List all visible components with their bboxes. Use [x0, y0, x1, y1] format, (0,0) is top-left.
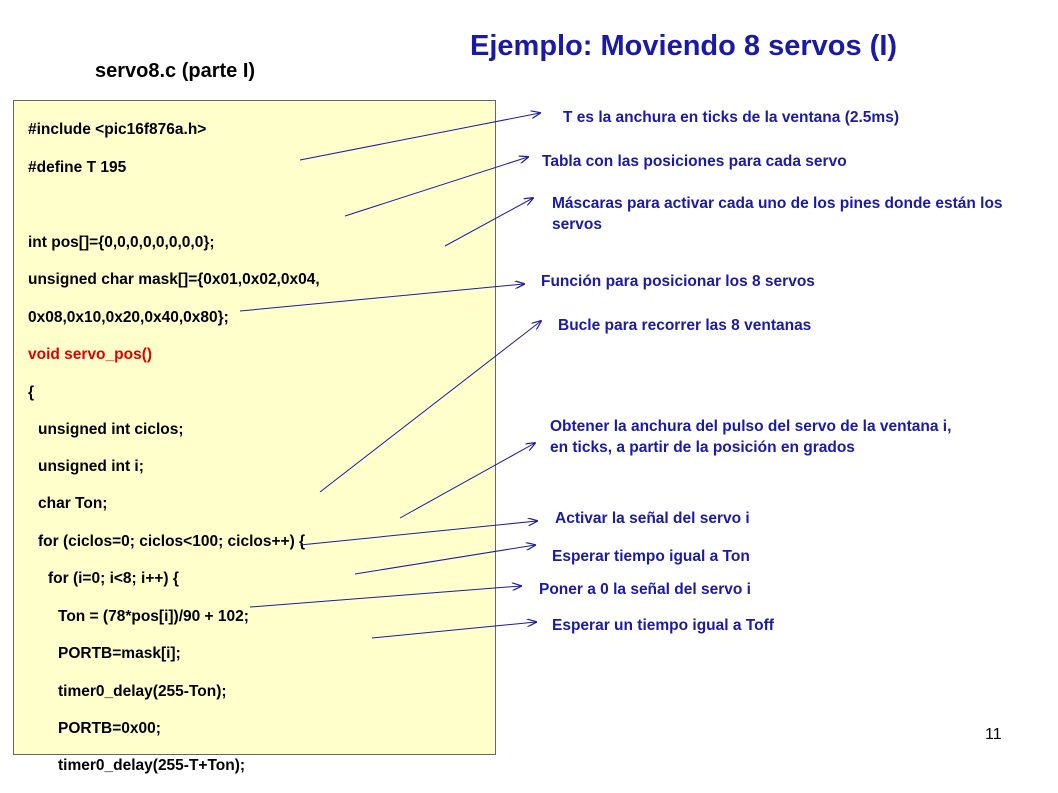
note-window-width: T es la anchura en ticks de la ventana (2.5ms): [563, 109, 899, 126]
arrow-line: [355, 545, 535, 574]
code-line: 0x08,0x10,0x20,0x40,0x80};: [28, 309, 229, 326]
note-pulse-width: Obtener la anchura del pulso del servo de la ventana i, en ticks, a partir de la posición en grados: [550, 418, 952, 456]
code-line: int pos[]={0,0,0,0,0,0,0,0};: [28, 234, 215, 251]
note-window-loop: Bucle para recorrer las 8 ventanas: [558, 317, 812, 334]
note-masks: Máscaras para activar cada uno de los pines donde están los servos: [552, 195, 1003, 233]
code-line-function: void servo_pos(): [28, 346, 153, 363]
note-activate-signal: Activar la señal del servo i: [555, 510, 750, 527]
code-line: {: [28, 384, 35, 401]
note-position-function: Función para posicionar los 8 servos: [541, 273, 815, 290]
code-line: unsigned int i;: [38, 458, 144, 475]
note-wait-ton: Esperar tiempo igual a Ton: [552, 548, 750, 565]
note-wait-toff: Esperar un tiempo igual a Toff: [552, 617, 774, 634]
arrow-line: [320, 321, 541, 492]
code-line: #define T 195: [28, 159, 127, 176]
code-line: char Ton;: [38, 495, 108, 512]
code-line: timer0_delay(255-Ton);: [58, 683, 227, 700]
slide-title: Ejemplo: Moviendo 8 servos (I): [470, 30, 898, 62]
note-clear-signal: Poner a 0 la señal del servo i: [539, 581, 751, 598]
code-line: PORTB=mask[i];: [58, 645, 181, 662]
code-line: for (i=0; i<8; i++) {: [48, 570, 179, 587]
arrow-line: [400, 443, 535, 518]
arrow-line: [445, 198, 533, 246]
code-subtitle: servo8.c (parte I): [95, 60, 256, 82]
arrow-line: [300, 521, 537, 545]
code-line: PORTB=0x00;: [58, 720, 161, 737]
page-number: 11: [985, 726, 1002, 743]
code-line: timer0_delay(255-T+Ton);: [58, 757, 246, 774]
code-line: for (ciclos=0; ciclos<100; ciclos++) {: [38, 533, 306, 550]
code-line: Ton = (78*pos[i])/90 + 102;: [58, 608, 249, 625]
arrow-line: [372, 622, 536, 638]
code-line: unsigned int ciclos;: [38, 421, 184, 438]
code-line: #include <pic16f876a.h>: [28, 121, 207, 138]
arrow-line: [345, 157, 528, 216]
arrow-line: [240, 284, 524, 311]
arrow-line: [250, 586, 521, 607]
code-line: unsigned char mask[]={0x01,0x02,0x04,: [28, 271, 320, 288]
arrow-line: [300, 113, 540, 160]
note-positions-table: Tabla con las posiciones para cada servo: [542, 153, 847, 170]
